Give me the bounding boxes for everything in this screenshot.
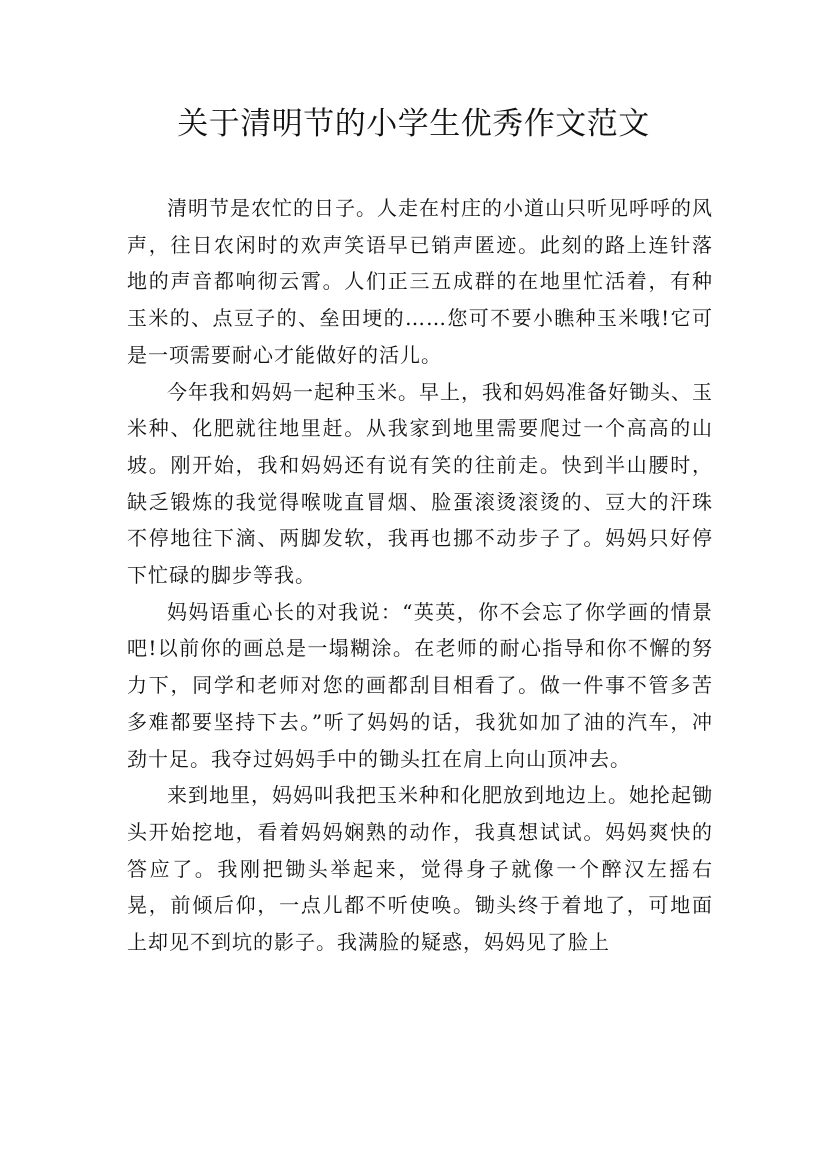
paragraph: 妈妈语重心长的对我说：“英英，你不会忘了你学画的情景吧!以前你的画总是一塌糊涂。在老师的耐心指导和你不懈的努力下，同学和老师对您的画都刮目相看了。做一件事不管多苦多难都要坚持下去。”听了妈妈的话，我犹如加了油的汽车，冲劲十足。我夺过妈妈手中的锄头扛在肩上向山顶冲去。: [127, 599, 713, 771]
paragraph: 来到地里，妈妈叫我把玉米种和化肥放到地边上。她抡起锄头开始挖地，看着妈妈娴熟的动作，我真想试试。妈妈爽快的答应了。我刚把锄头举起来，觉得身子就像一个醉汉左摇右晃，前倾后仰，一点儿都不听使唤。锄头终于着地了，可地面上却见不到坑的影子。我满脸的疑惑，妈妈见了脸上: [127, 783, 713, 955]
paragraph: 今年我和妈妈一起种玉米。早上，我和妈妈准备好锄头、玉米种、化肥就往地里赶。从我家到地里需要爬过一个高高的山坡。刚开始，我和妈妈还有说有笑的往前走。快到半山腰时，缺乏锻炼的我觉得喉咙直冒烟、脸蛋滚烫滚烫的、豆大的汗珠不停地往下滴、两脚发软，我再也挪不动步子了。妈妈只好停下忙碌的脚步等我。: [127, 379, 713, 588]
paragraph: 清明节是农忙的日子。人走在村庄的小道山只听见呼呼的风声，往日农闲时的欢声笑语早已销声匿迹。此刻的路上连针落地的声音都响彻云霄。人们正三五成群的在地里忙活着，有种玉米的、点豆子的、垒田埂的……您可不要小瞧种玉米哦!它可是一项需要耐心才能做好的活儿。: [127, 196, 713, 367]
document-body: [127, 190, 713, 961]
document-title: 关于清明节的小学生优秀作文范文: [177, 106, 650, 142]
